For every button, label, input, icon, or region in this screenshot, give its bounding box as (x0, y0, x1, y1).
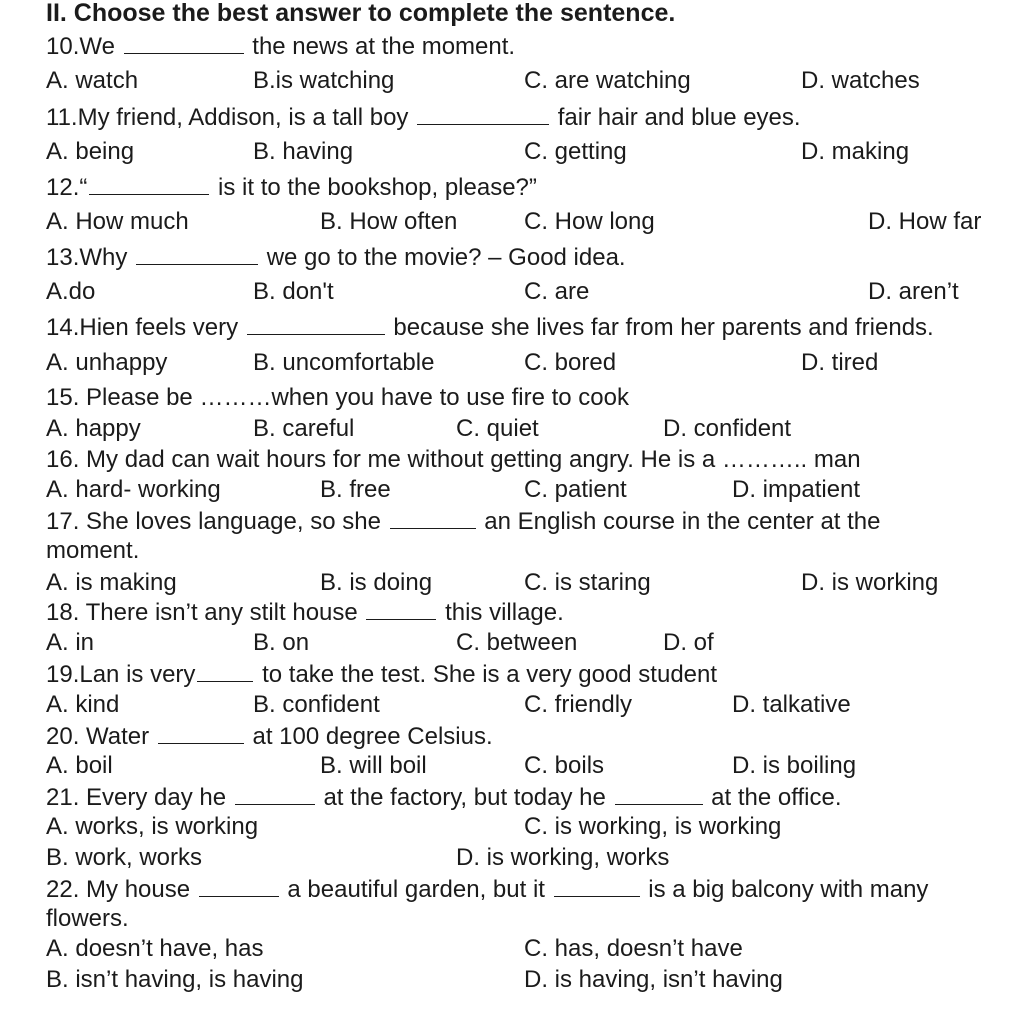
answer-option[interactable]: B. on (253, 629, 310, 656)
answer-option[interactable]: C. between (456, 629, 578, 656)
answer-blank[interactable] (247, 312, 385, 335)
answer-option[interactable]: D. is working, works (456, 844, 670, 871)
answer-blank[interactable] (124, 31, 244, 54)
question-12-text: is it to the bookshop, please?” (211, 174, 537, 201)
answer-blank[interactable] (417, 102, 549, 125)
answer-option[interactable]: C. getting (524, 138, 627, 165)
question-17-continuation (46, 536, 139, 566)
answer-option[interactable]: A. hard- working (46, 476, 221, 503)
question-19-text: 19.Lan is very (46, 661, 196, 688)
question-14-text: 14.Hien feels very (46, 314, 245, 341)
question-22-text: is a big balcony with many (641, 876, 929, 903)
options-row-16 (46, 475, 1006, 505)
answer-option[interactable]: A.do (46, 278, 96, 305)
question-13-text: we go to the movie? – Good idea. (260, 244, 626, 271)
answer-option[interactable]: D. is boiling (732, 752, 857, 779)
answer-option[interactable]: A. kind (46, 691, 120, 718)
answer-option[interactable]: A. doesn’t have, has (46, 935, 264, 962)
answer-option[interactable]: C. quiet (456, 415, 539, 442)
exercise-title: II. Choose the best answer to complete the sentence. (46, 0, 676, 27)
question-21-text: at the factory, but today he (316, 784, 613, 811)
answer-blank[interactable] (615, 782, 703, 805)
answer-blank[interactable] (366, 597, 436, 620)
answer-option[interactable]: B. free (320, 476, 391, 503)
question-11-text: 11.My friend, Addison, is a tall boy (46, 104, 416, 131)
question-22-text: 22. My house (46, 876, 197, 903)
answer-option[interactable]: C. is staring (524, 569, 651, 596)
answer-option[interactable]: C. bored (524, 349, 617, 376)
answer-option[interactable]: B. having (253, 138, 354, 165)
answer-blank[interactable] (158, 721, 244, 744)
question-11 (46, 102, 801, 132)
answer-option[interactable]: A. is making (46, 569, 177, 596)
answer-option[interactable]: C. are watching (524, 67, 691, 94)
question-22-continuation-text: flowers. (46, 905, 129, 932)
answer-blank[interactable] (89, 172, 209, 195)
answer-option[interactable]: A. works, is working (46, 813, 259, 840)
answer-option[interactable]: C. How long (524, 208, 655, 235)
question-22-text: a beautiful garden, but it (280, 876, 552, 903)
answer-option[interactable]: D. talkative (732, 691, 851, 718)
answer-option[interactable]: B. isn’t having, is having (46, 966, 304, 993)
question-22 (46, 874, 928, 904)
options-row-12 (46, 207, 1006, 237)
answer-option[interactable]: B. is doing (320, 569, 433, 596)
answer-option[interactable]: D. is working (801, 569, 939, 596)
answer-option[interactable]: B. work, works (46, 844, 203, 871)
question-21-text: 21. Every day he (46, 784, 233, 811)
question-20 (46, 721, 493, 751)
options-row-17 (46, 568, 1006, 598)
answer-option[interactable]: B.is watching (253, 67, 395, 94)
question-18 (46, 597, 564, 627)
answer-option[interactable]: B. uncomfortable (253, 349, 435, 376)
answer-option[interactable]: A. happy (46, 415, 141, 442)
answer-blank[interactable] (235, 782, 315, 805)
answer-option[interactable]: C. patient (524, 476, 627, 503)
question-20-text: at 100 degree Celsius. (245, 723, 493, 750)
answer-option[interactable]: D. of (663, 629, 714, 656)
question-10-text: the news at the moment. (245, 33, 516, 60)
answer-option[interactable]: D. impatient (732, 476, 861, 503)
question-14 (46, 312, 934, 342)
question-16-text: 16. My dad can wait hours for me without getting angry. He is a ……….. man (46, 446, 861, 473)
question-11-text: fair hair and blue eyes. (551, 104, 801, 131)
options-row-21 (46, 812, 1006, 842)
options-row-20 (46, 751, 1006, 781)
answer-option[interactable]: A. watch (46, 67, 139, 94)
answer-blank[interactable] (136, 242, 258, 265)
options-row-14 (46, 348, 1006, 378)
question-19-text: to take the test. She is a very good student (255, 661, 718, 688)
answer-option[interactable]: A. How much (46, 208, 189, 235)
question-17-continuation-text: moment. (46, 537, 140, 564)
question-18-text: this village. (438, 599, 564, 626)
question-13 (46, 242, 626, 272)
options-row-18 (46, 628, 1006, 658)
options-row-10 (46, 66, 1006, 96)
question-17-text: an English course in the center at the (477, 508, 881, 535)
answer-option[interactable]: B. careful (253, 415, 355, 442)
question-12 (46, 172, 537, 202)
answer-option[interactable]: C. are (524, 278, 590, 305)
answer-option[interactable]: D. watches (801, 67, 920, 94)
options-row-11 (46, 137, 1006, 167)
options-row-22 (46, 934, 1006, 964)
answer-option[interactable]: A. in (46, 629, 95, 656)
answer-option[interactable]: C. is working, is working (524, 813, 782, 840)
answer-option[interactable]: D. making (801, 138, 910, 165)
answer-blank[interactable] (554, 874, 640, 897)
answer-option[interactable]: B. How often (320, 208, 458, 235)
question-16 (46, 445, 861, 475)
answer-option[interactable]: A. unhappy (46, 349, 168, 376)
question-21 (46, 782, 842, 812)
options-row-13 (46, 277, 1006, 307)
answer-option[interactable]: C. friendly (524, 691, 633, 718)
answer-blank[interactable] (197, 659, 253, 682)
answer-option[interactable]: D. is having, isn’t having (524, 966, 783, 993)
question-15 (46, 383, 629, 413)
options-row-19 (46, 690, 1006, 720)
answer-option[interactable]: B. don't (253, 278, 334, 305)
options-row-15 (46, 414, 1006, 444)
answer-option[interactable]: A. boil (46, 752, 113, 779)
question-17-text: 17. She loves language, so she (46, 508, 388, 535)
question-12-text: 12.“ (46, 174, 88, 201)
answer-option[interactable]: C. has, doesn’t have (524, 935, 743, 962)
answer-option[interactable]: D. How far (868, 208, 982, 235)
answer-blank[interactable] (390, 506, 476, 529)
question-17 (46, 506, 881, 536)
question-14-text: because she lives far from her parents and friends. (386, 314, 934, 341)
question-15-text: 15. Please be ………when you have to use fire to cook (46, 384, 629, 411)
question-13-text: 13.Why (46, 244, 135, 271)
answer-option[interactable]: D. confident (663, 415, 792, 442)
question-19 (46, 659, 717, 689)
question-10 (46, 31, 515, 61)
answer-option[interactable]: B. will boil (320, 752, 427, 779)
answer-blank[interactable] (199, 874, 279, 897)
question-10-text: 10.We (46, 33, 122, 60)
answer-option[interactable]: D. aren’t (868, 278, 959, 305)
question-18-text: 18. There isn’t any stilt house (46, 599, 365, 626)
answer-option[interactable]: A. being (46, 138, 135, 165)
answer-option[interactable]: B. confident (253, 691, 380, 718)
question-21-text: at the office. (704, 784, 842, 811)
answer-option[interactable]: D. tired (801, 349, 879, 376)
options-row-21 (46, 843, 1006, 873)
options-row-22 (46, 965, 1006, 995)
answer-option[interactable]: C. boils (524, 752, 605, 779)
question-20-text: 20. Water (46, 723, 156, 750)
question-22-continuation (46, 904, 129, 934)
